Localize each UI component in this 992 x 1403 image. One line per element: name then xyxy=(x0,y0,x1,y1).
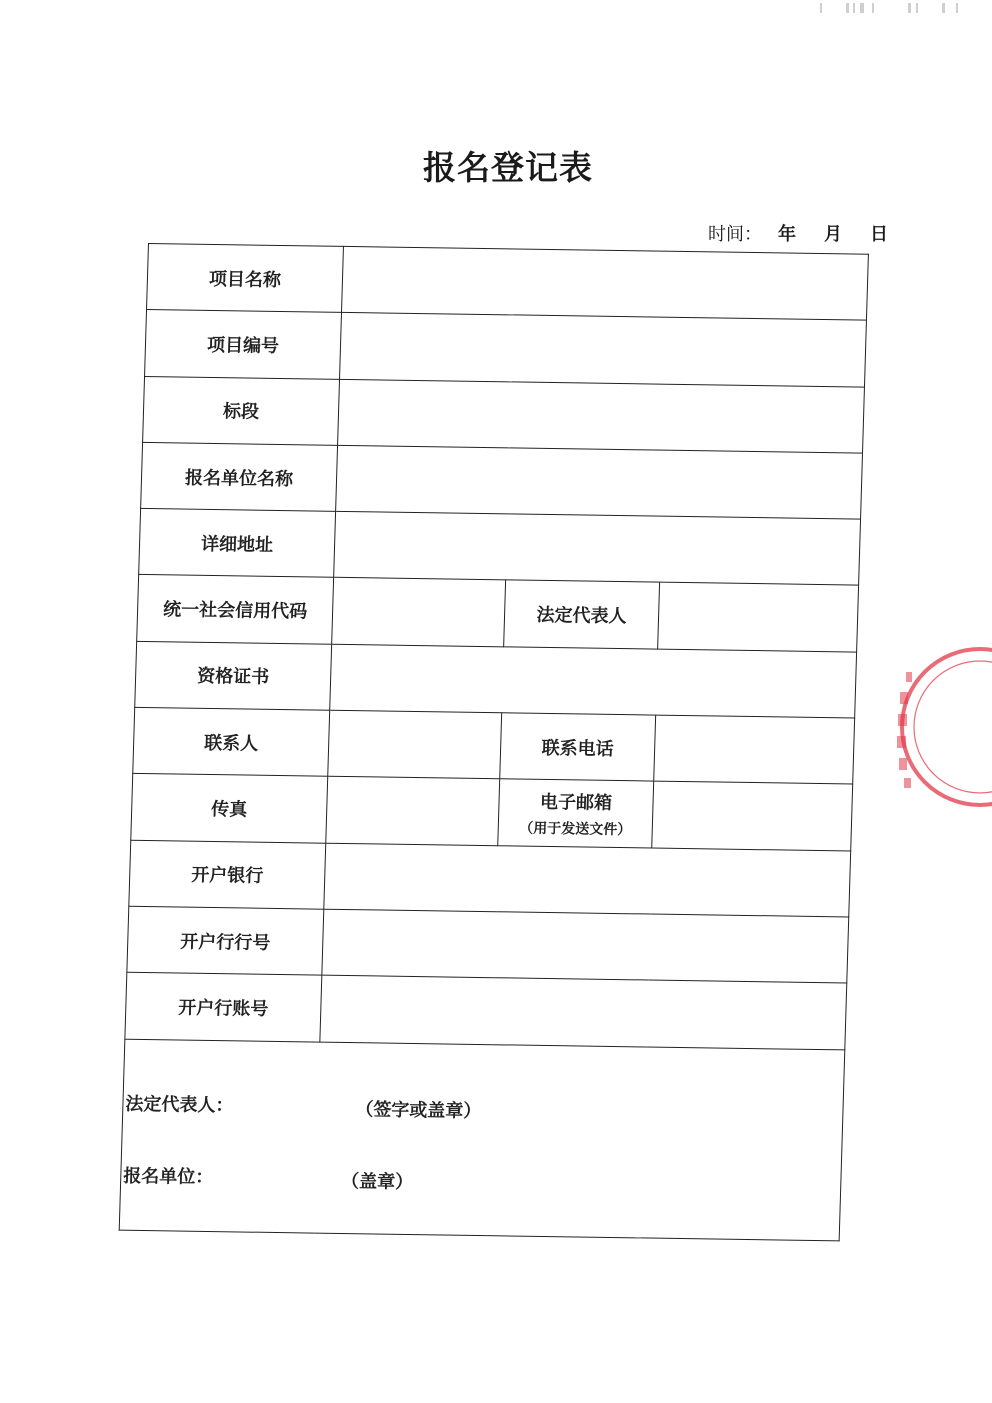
row-fax xyxy=(131,774,853,851)
row-credit-code xyxy=(137,575,859,652)
field-fax[interactable] xyxy=(326,777,500,846)
signature-block xyxy=(120,1039,845,1240)
label-credit-code: 统一社会信用代码 xyxy=(137,575,334,644)
label-legal-rep: 法定代表人 xyxy=(504,580,660,649)
label-bank-no: 开户行行号 xyxy=(127,906,324,975)
date-month: 月 xyxy=(824,224,842,245)
field-address[interactable] xyxy=(334,511,861,585)
row-address xyxy=(139,509,861,586)
row-bank-no xyxy=(127,906,849,983)
scan-marks xyxy=(820,0,970,14)
row-project-name xyxy=(147,244,869,321)
row-project-no xyxy=(145,310,867,387)
company-sign-hint: （盖章） xyxy=(340,1170,414,1193)
label-account-no: 开户行账号 xyxy=(125,973,322,1042)
field-bank[interactable] xyxy=(324,843,851,917)
date-year: 年 xyxy=(778,224,796,245)
label-contact: 联系人 xyxy=(133,707,330,776)
registration-form xyxy=(119,243,868,1241)
field-credit-code[interactable] xyxy=(332,578,506,647)
field-project-name[interactable] xyxy=(341,246,868,320)
row-bank xyxy=(129,840,851,917)
label-company-name: 报名单位名称 xyxy=(141,442,338,511)
legal-rep-sign-hint: （签字或盖章） xyxy=(355,1098,482,1122)
row-section xyxy=(143,376,865,453)
date-day: 日 xyxy=(870,224,888,245)
label-project-name: 项目名称 xyxy=(147,244,344,313)
label-certificate: 资格证书 xyxy=(135,641,332,710)
company-sign-label: 报名单位： xyxy=(123,1165,214,1188)
label-bank: 开户银行 xyxy=(129,840,326,909)
row-contact xyxy=(133,707,855,784)
label-address: 详细地址 xyxy=(139,509,336,578)
row-company-name xyxy=(141,442,863,519)
label-email: 电子邮箱 xyxy=(539,791,613,814)
row-signature xyxy=(119,1039,845,1241)
field-contact[interactable] xyxy=(328,710,502,779)
date-label: 时间： xyxy=(708,224,762,245)
field-email[interactable] xyxy=(652,781,853,850)
label-section: 标段 xyxy=(143,376,340,445)
field-project-no[interactable] xyxy=(340,313,867,387)
field-account-no[interactable] xyxy=(320,975,847,1049)
company-sign-line xyxy=(123,1161,414,1193)
legal-rep-sign-line xyxy=(125,1089,482,1122)
red-seal-stamp xyxy=(880,632,992,822)
label-project-no: 项目编号 xyxy=(145,310,342,379)
legal-rep-sign-label: 法定代表人： xyxy=(125,1093,234,1116)
field-section[interactable] xyxy=(338,379,865,453)
field-legal-rep[interactable] xyxy=(658,583,859,652)
page-title: 报名登记表 xyxy=(423,148,593,187)
field-company-name[interactable] xyxy=(336,445,863,519)
label-phone: 联系电话 xyxy=(500,713,656,782)
registration-table xyxy=(119,243,869,1241)
label-fax: 传真 xyxy=(131,774,328,843)
signature-cell xyxy=(119,1039,845,1241)
label-email-cell xyxy=(498,779,654,848)
row-certificate xyxy=(135,641,857,718)
row-account-no xyxy=(125,973,847,1050)
date-line xyxy=(708,220,888,246)
field-phone[interactable] xyxy=(654,715,855,784)
field-certificate[interactable] xyxy=(330,644,857,718)
label-email-note: （用于发送文件） xyxy=(519,820,632,839)
field-bank-no[interactable] xyxy=(322,909,849,983)
